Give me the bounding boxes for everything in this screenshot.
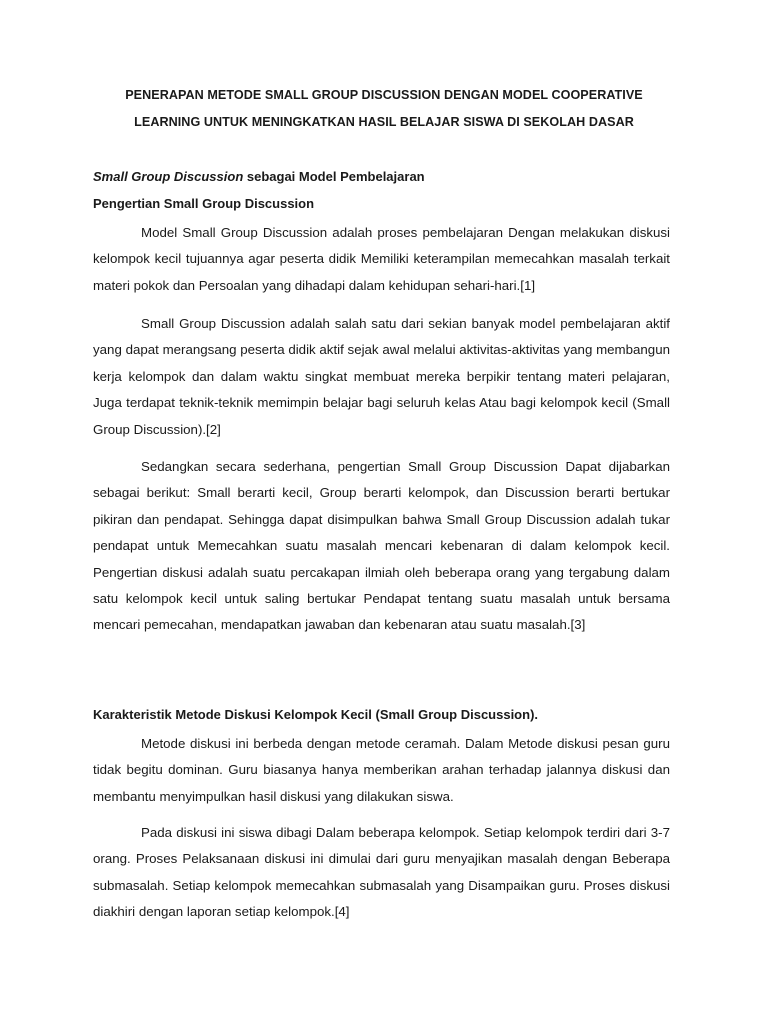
paragraph-5: Pada diskusi ini siswa dibagi Dalam beberapa kelompok. Setiap kelompok terdiri dari 3-7 orang. Proses Pelaksanaan diskusi ini dimulai dari guru menyajikan masalah dengan Beberapa submasalah. Setiap kelompok memecahkan submasalah yang Disampaikan guru. Proses diskusi diakhiri dengan laporan setiap kelompok.[4] bbox=[93, 825, 670, 920]
section-1-heading bbox=[93, 169, 425, 184]
paragraph-4: Metode diskusi ini berbeda dengan metode ceramah. Dalam Metode diskusi pesan guru tidak begitu dominan. Guru biasanya hanya memberikan arahan terhadap jalannya diskusi dan membantu menyimpulkan hasil diskusi yang dilakukan siswa. bbox=[93, 736, 670, 804]
document-title-line-2: LEARNING UNTUK MENINGKATKAN HASIL BELAJAR SISWA DI SEKOLAH DASAR bbox=[134, 115, 634, 129]
section-2-heading: Karakteristik Metode Diskusi Kelompok Kecil (Small Group Discussion). bbox=[93, 707, 539, 722]
paragraph-1: Model Small Group Discussion adalah proses pembelajaran Dengan melakukan diskusi kelompok kecil tujuannya agar peserta didik Memiliki keterampilan memecahkan masalah terkait materi pokok dan Persoalan yang dihadapi dalam kehidupan sehari-hari.[1] bbox=[93, 225, 670, 293]
paragraph-3: Sedangkan secara sederhana, pengertian Small Group Discussion Dapat dijabarkan sebagai berikut: Small berarti kecil, Group berarti kelompok, dan Discussion berarti bertukar pikiran dan pendapat. Sehingga dapat disimpulkan bahwa Small Group Discussion adalah tukar pendapat untuk Memecahkan suatu masalah mencari kebenaran di dalam kelompok kecil. Pengertian diskusi adalah suatu percakapan ilmiah oleh beberapa orang yang tergabung dalam satu kelompok kecil untuk saling bertukar Pendapat tentang suatu masalah untuk bersama mencari pemecahan, mendapatkan jawaban dan kebenaran atau suatu masalah.[3] bbox=[93, 459, 670, 633]
section-1-heading-italic: Small Group Discussion bbox=[93, 169, 244, 184]
document-title-line-1: PENERAPAN METODE SMALL GROUP DISCUSSION DENGAN MODEL COOPERATIVE bbox=[125, 88, 643, 102]
section-1-subheading: Pengertian Small Group Discussion bbox=[93, 196, 315, 211]
paragraph-2: Small Group Discussion adalah salah satu dari sekian banyak model pembelajaran aktif yang dapat merangsang peserta didik aktif sejak awal melalui aktivitas-aktivitas yang membangun kerja kelompok dan dalam waktu singkat membuat mereka berpikir tentang materi pelajaran, Juga terdapat teknik-teknik memimpin belajar bagi seluruh kelas Atau bagi kelompok kecil (Small Group Discussion).[2] bbox=[93, 316, 670, 437]
section-1-heading-rest: sebagai Model Pembelajaran bbox=[243, 169, 425, 184]
